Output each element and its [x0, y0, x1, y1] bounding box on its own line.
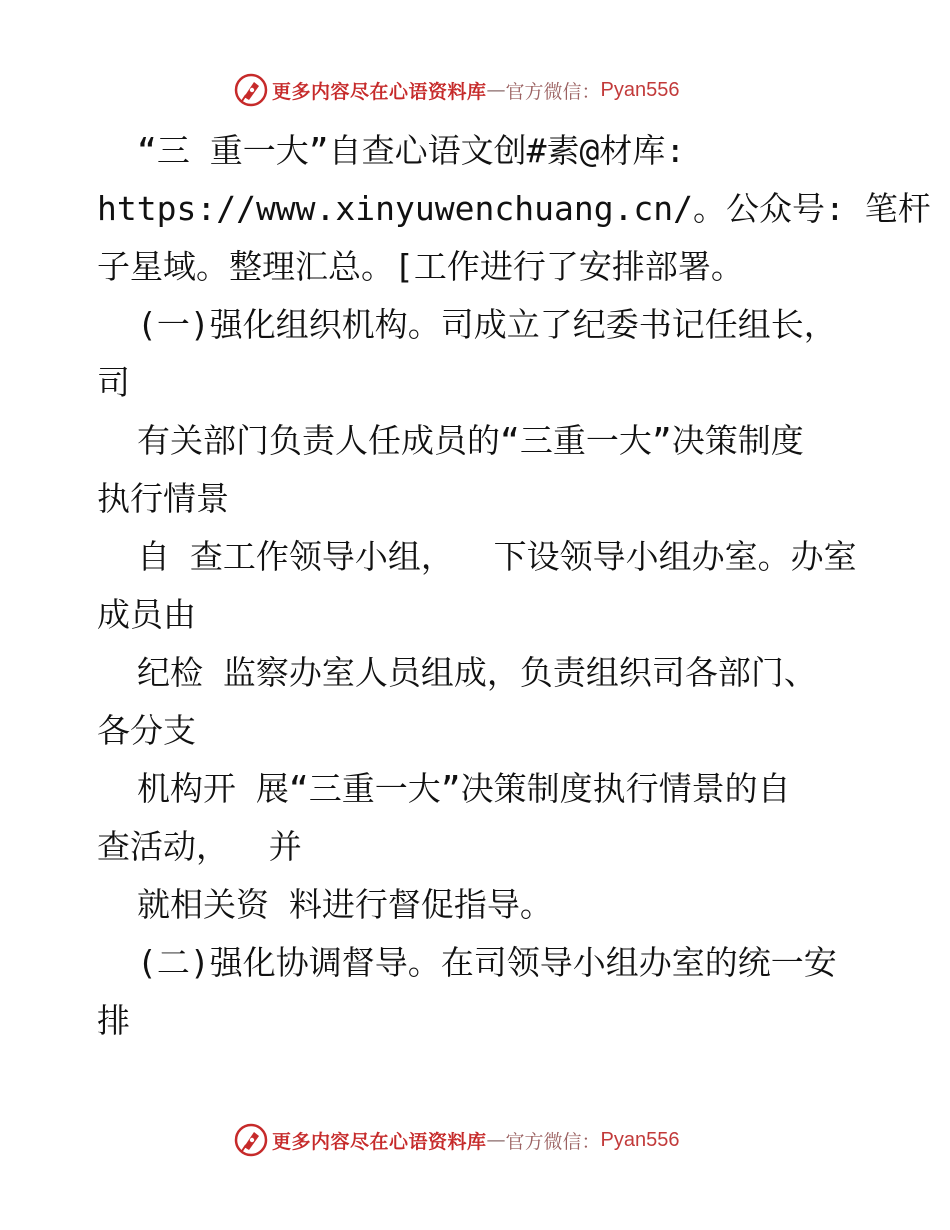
- header-banner: [234, 70, 754, 110]
- text-line: 各分支: [97, 711, 196, 750]
- banner-dash: —: [486, 79, 506, 101]
- text-line: 就相关资 料进行督促指导。: [137, 885, 553, 924]
- text-line: 机构开 展“三重一大”决策制度执行情景的自: [137, 769, 791, 808]
- text-line: 执行情景: [97, 479, 229, 518]
- text-line: (二)强化协调督导。在司领导小组办室的统一安: [137, 943, 837, 982]
- banner-title: 更多内容尽在心语资料库: [272, 1130, 487, 1153]
- banner-wechat-id: Pyan556: [600, 1128, 680, 1151]
- text-line: 查活动， 并: [97, 827, 302, 866]
- banner-wechat-id: Pyan556: [600, 78, 680, 101]
- document-body: [97, 122, 931, 1050]
- text-line: “三 重一大”自查心语文创#素@材库:: [137, 131, 686, 170]
- pen-nib-logo-icon: [234, 73, 268, 107]
- text-line: 司: [97, 363, 130, 402]
- text-line: (一)强化组织机构。司成立了纪委书记任组长，: [137, 305, 837, 344]
- footer-banner: [234, 1120, 754, 1160]
- text-line: 子星域。整理汇总。[工作进行了安排部署。: [97, 247, 744, 286]
- text-line: 自 查工作领导小组， 下设领导小组办室。办室: [137, 537, 857, 576]
- pen-nib-logo-icon: [234, 1123, 268, 1157]
- text-line: 纪检 监察办室人员组成，负责组织司各部门、: [137, 653, 817, 692]
- banner-wechat-label: 官方微信：: [505, 80, 601, 103]
- banner-wechat-label: 官方微信：: [505, 1130, 601, 1153]
- text-line: 排: [97, 1001, 130, 1040]
- text-line: 成员由: [97, 595, 196, 634]
- banner-title: 更多内容尽在心语资料库: [272, 80, 487, 103]
- text-line: https://www.xinyuwenchuang.cn/。公众号: 笔杆: [97, 189, 931, 228]
- banner-dash: —: [486, 1129, 506, 1151]
- text-line: 有关部门负责人任成员的“三重一大”决策制度: [137, 421, 804, 460]
